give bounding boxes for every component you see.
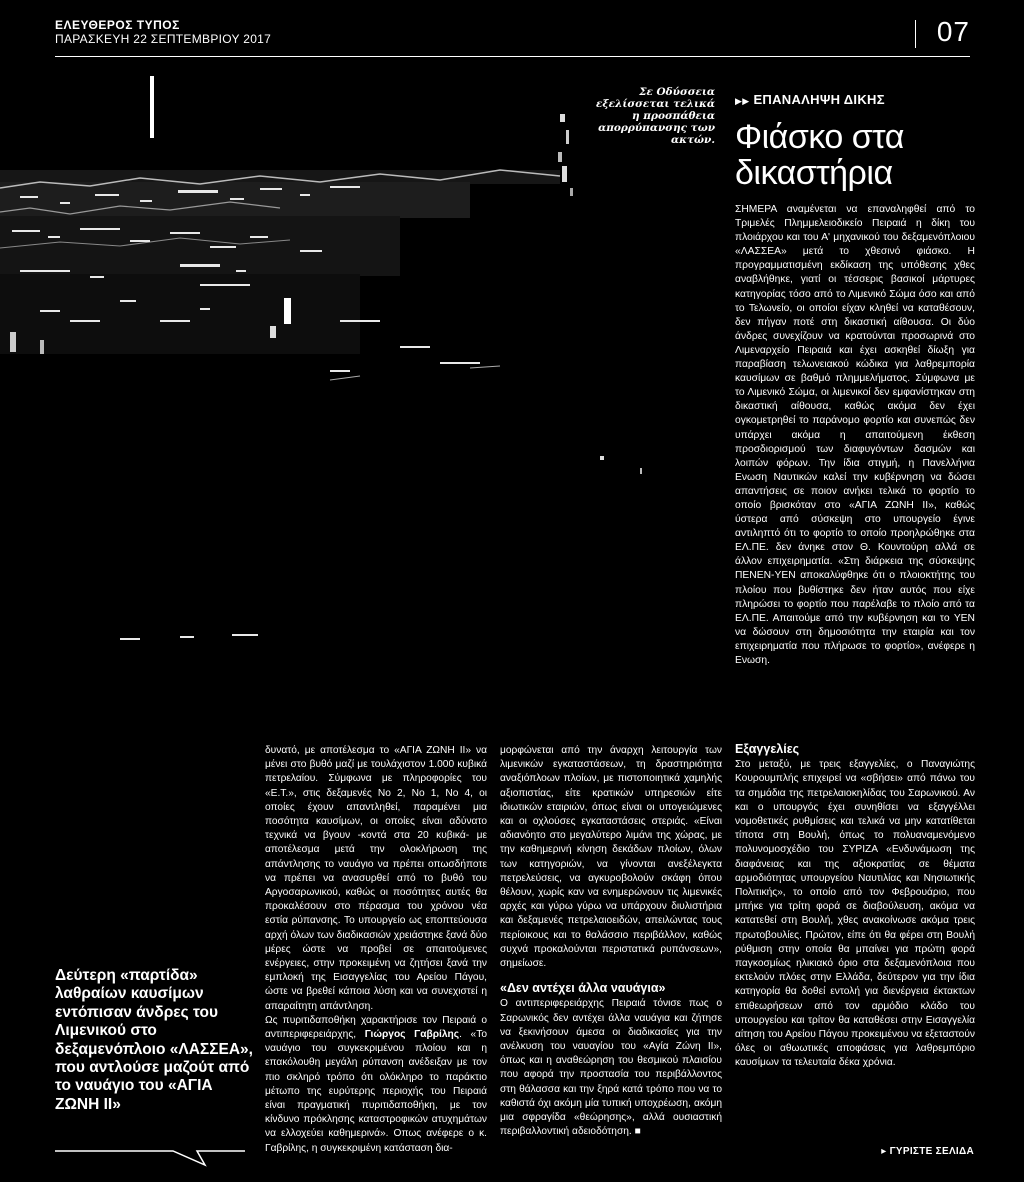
article-column-2 bbox=[500, 744, 722, 1139]
sidebar-headline bbox=[735, 119, 975, 191]
double-arrow-icon: ▶▶ bbox=[735, 96, 750, 106]
page-number: 07 bbox=[936, 16, 970, 47]
night-port-photo bbox=[0, 70, 725, 730]
headline-line-1: Φιάσκο στα bbox=[735, 118, 904, 156]
masthead bbox=[55, 16, 970, 56]
publication-name: ΕΛΕΥΘΕΡΟΣ ΤΥΠΟΣ bbox=[55, 18, 180, 32]
top-rule bbox=[55, 56, 970, 57]
end-of-article-mark: ■ bbox=[634, 1126, 641, 1138]
column-3-paragraph: Στο μεταξύ, με τρεις εξαγγελίες, ο Παναγιώτης Κουρουμπλής επιχειρεί να «σβήσει» από πάνω του τα σημάδια της πετρελαιοκηλίδας του Σαρωνικού. Αν και ο υπουργός έχει συνηθίσει να εξαγγέλλει νομοθετικές ρυθμίσεις και τελικά να μην κατατίθεται τίποτα στη Βουλή, όπως το πολυαναμενόμενο πολυνομοσχέδιο του ΣΥΡΙΖΑ «Ενδυνάμωση της διαφάνειας και της αξιοκρατίας σε θέματα αρμοδιότητας υπουργείου Ναυτιλίας και Νησιωτικής Πολιτικής», το οποίο από τον Φεβρουάριο, που μπήκε για τρίτη φορά σε διαβούλευση, ακόμα να κατατεθεί στη Βουλή, χθες ανακοίνωσε ακόμα τρεις πρωτοβουλίες. Πρώτον, είπε ότι θα φέρει στη Βουλή ρύθμιση στην οποία θα μπαίνει για πρώτη φορά παγκοσμίως ηλικιακό όριο στα δεξαμενόπλοια που εκτελούν πλόες στην Ελλάδα, δεύτερον για την ίδια κατηγορία θα δοθεί εντολή για διενέργεια έκτακτων επιθεωρήσεων από τον αρμόδιο κλάδο του υπουργείου και τρίτον θα καταθέσει στην Εισαγγελία αίτηση του Αρείου Πάγου προκειμένου να εξεταστούν όλες οι αθωωτικές αποφάσεις για λαθρεμπόριο καυσίμων τα τελευταία δέκα χρόνια. bbox=[735, 759, 975, 1069]
headline-line-2: δικαστήρια bbox=[735, 154, 893, 192]
issue-date: ΠΑΡΑΣΚΕΥΗ 22 ΣΕΠΤΕΜΒΡΙΟΥ 2017 bbox=[55, 32, 272, 46]
column-1-paragraph-2-rest: . «Το ναυάγιο του συγκεκριμένου πλοίου και η επακόλουθη μεγάλη ρύπανση ανέδειξαν με τον πιο σκληρό τρόπο ότι ολόκληρο το παράκτιο μέτωπο της ευρύτερης περιοχής του Πειραιά είναι πραγματική πυριτιδαποθήκη, με τον κίνδυνο πρόκλησης καταστροφικών ατυχημάτων να ελλοχεύει καθημερινά». Οπως ανέφερε ο κ. Γαβρίλης, η συγκεκριμένη κατάσταση δια- bbox=[265, 1029, 487, 1154]
port-photo-illustration bbox=[0, 70, 725, 730]
turn-page-link[interactable]: ▸ ΓΥΡΙΣΤΕ ΣΕΛΙΔΑ bbox=[881, 1146, 974, 1157]
column-2-subhead: «Δεν αντέχει άλλα ναυάγια» bbox=[500, 981, 666, 996]
column-1-paragraph-2-lead: Ως πυριτιδαποθήκη χαρακτήρισε τον Πειραιά ο αντιπεριφερειάρχης, bbox=[265, 1014, 487, 1041]
sidebar-body bbox=[735, 203, 975, 668]
photo-caption: Σε Οδύσσεια εξελίσσεται τελικά η προσπάθεια απορρύπανσης των ακτών. bbox=[595, 86, 715, 146]
column-2-paragraph-1: μορφώνεται από την άναρχη λειτουργία των λιμενικών εγκαταστάσεων, τη δραστηριότητα αναξιόπλοων πλοίων, με πιστοποιητικά χαμηλής αξιοπιστίας, είτε κρατικών υπηρεσιών είτε ιδιωτικών εταιριών, όπως είναι οι υπογειώμενες και οι οχλούσες εγκαταστάσεις στεριάς. «Είναι αδιανόητο στο μεγαλύτερο λιμάνι της χώρας, με την καθημερινή κίνηση δεκάδων πλοίων, όλων των κατηγοριών, να γίνονται ανεξέλεγκτα πετρελεύσεις, να αγκυροβολούν σκάφη όπου θέλουν, χωρίς καν να ενημερώνουν τις λιμενικές αρχές και γύρω γύρω να υπάρχουν διυλιστήρια και δεξαμενές πετρελαιοειδών, απειλώντας τους περίοικους και το θαλάσσιο περιβάλλον, καθώς συχνά προκαλούνται περιστατικά ρυπάνσεων», σημείωσε. bbox=[500, 745, 722, 970]
column-3-subhead: Εξαγγελίες bbox=[735, 742, 800, 756]
sidebar-body-text: ΣΗΜΕΡΑ αναμένεται να επαναληφθεί από το Τριμελές Πλημμελειοδικείο Πειραιά η δίκη του πλοιάρχου και του Α' μηχανικού του δεξαμενόπλοιου «ΛΑΣΣΕΑ» μετά το χθεσινό φιάσκο. Η προγραμματισμένη εκδίκαση της υπόθεσης χθες αναβλήθηκε, γιατί οι τέσσερις βασικοί μάρτυρες κατηγορίας τόσο από το Λιμενικό Σώμα όσο και από το Τελωνείο, οι οποίοι είχαν κληθεί να καταθέσουν, δεν πήγαν ποτέ στη δικαστική αίθουσα. Οι δύο άνδρες συνεχίζουν να κρατούνται προσωρινά στο Λιμεναρχείο Πειραιά και έχει ασκηθεί δίωξη για παραβίαση τελωνειακού κώδικα για λαθρεμπορία καυσίμων σε βαθμό πλημμελήματος. Σύμφωνα με το Λιμενικό Σώμα, οι λιμενικοί δεν εμφανίστηκαν στη δικαστική αίθουσα, καθώς ακόμα δεν έχει ογκομετρηθεί το παράνομο φορτίο και συνεπώς δεν υπάρχει ακόμα η απαιτούμενη έκθεση προσδιορισμού των διαφυγόντων δασμών και λοιπών φόρων. Την ίδια στιγμή, η Πανελλήνια Ενωση Ναυτικών καλεί την κυβέρνηση να δώσει απαντήσεις σε ποιον ανήκει τελικά το φορτίο το οποίο βρισκόταν στο «ΑΓΙΑ ΖΩΝΗ ΙΙ», καθώς ύστερα από σύσκεψη στο υπουργείο έγινε αντιληπτό ότι το φορτίο το οποίο προηλρώθηκε στα ΕΛ.ΠΕ. δεν άνηκε στον Θ. Κουντούρη αλλά σε άλλον επιχειρηματία. «Στη διάρκεια της σύσκεψης ΠΕΝΕΝ-ΥΕΝ αποκαλύφθηκε ότι ο πλοιοκτήτης του πλοίου που βυθίστηκε δεν ήταν αυτός που είχε πληρώσει το φορτίο που παρέλαβε το πλοίο από τα ΕΛ.ΠΕ. Απαιτούμε από την κυβέρνηση και το ΥΕΝ να δώσουν στη δημοσιότητα την εταιρία και τον επιχειρηματία που πλήρωσε το φορτίο», ανέφερε η Ενωση. bbox=[735, 204, 975, 666]
kicker-label: ΕΠΑΝΑΛΗΨΗ ΔΙΚΗΣ bbox=[753, 92, 885, 107]
pull-quote-pointer bbox=[55, 1145, 245, 1167]
column-1-paragraph-1: δυνατό, με αποτέλεσμα το «ΑΓΙΑ ΖΩΝΗ ΙΙ» να μένει στο βυθό μαζί με τουλάχιστον 1.000 κυβικά πετρελαίου. Σύμφωνα με πληροφορίες του «Ε.Τ.», στις δεξαμενές Νο 2, Νο 1, Νο 4, οι οποίες έχουν απαντληθεί, παραμένει μια ποσότητα καυσίμων, οι οποίες είναι αδύνατο τεχνικά να βγουν -κοντά στα 20 κυβικά- με αποτέλεσμα μετά την ολοκλήρωση της απάντλησης το ναυάγιο να πρέπει οπωσδήποτε να πρέπει να ανασυρθεί από το βυθό του Αργοσαρωνικού, καθώς οι ποσότητες αυτές θα προκαλέσουν στο πέρασμα του χρόνου νέα εστία ρύπανσης. Το υπουργείο ως εποπτεύουσα αρχή όλων των διαδικασιών χρειάστηκε ξανά δύο μέρες ώστε να προβεί σε απαιτούμενες ενέργειες, στην προκειμένη να ζητήσει ξανά την εμπλοκή της Εισαγγελίας του Αρείου Πάγου, ώστε να βρεθεί κάποια λύση και να συνεχιστεί η απαραίτητη απάντληση. bbox=[265, 745, 487, 1012]
page-number-divider bbox=[915, 20, 916, 48]
pull-quote: Δεύτερη «παρτίδα» λαθραίων καυσίμων εντόπισαν άνδρες του Λιμενικού στο δεξαμενόπλοιο «ΛΑΣΣΕΑ», που αντλούσε μαζούτ από το ναυάγιο του «ΑΓΙΑ ΖΩΝΗ ΙΙ» bbox=[55, 967, 253, 1113]
article-column-1 bbox=[265, 744, 487, 1156]
sidebar-kicker bbox=[735, 92, 975, 107]
quoted-person-name: Γιώργος Γαβρίλης bbox=[364, 1029, 460, 1041]
column-2-paragraph-2-text: Ο αντιπεριφερειάρχης Πειραιά τόνισε πως ο Σαρωνικός δεν αντέχει άλλα ναυάγια και ζήτησε να ξεκινήσουν άμεσα οι διαδικασίες για την ανέλκυση του ναυαγίου του «Αγία Ζώνη ΙΙ», όπως και η αναθεώρηση του θεσμικού πλαισίου που αφορά την προστασία του περιβάλλοντος στη θάλασσα και την ξηρά κατά τρόπο που να το καθιστά όχι ακόμη μία τυπική υποχρέωση, ακόμη μια σφραγίδα «θεώρησης», αλλά ουσιαστική περιβαλλοντική αδειοδότηση. bbox=[500, 998, 722, 1138]
column-2-paragraph-2 bbox=[500, 997, 722, 1139]
sidebar-story bbox=[735, 92, 975, 668]
column-1-paragraph-2 bbox=[265, 1014, 487, 1156]
article-column-3 bbox=[735, 742, 975, 1071]
